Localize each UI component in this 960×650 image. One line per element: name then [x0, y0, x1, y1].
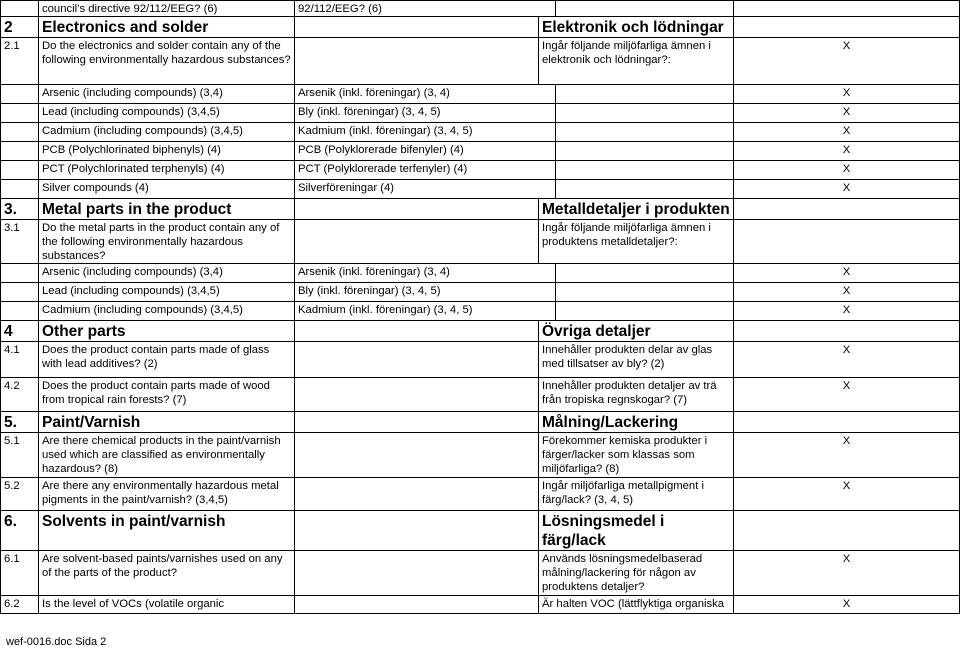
row-number: 2: [1, 17, 39, 38]
question-row: [1, 596, 960, 614]
section-row: [1, 511, 960, 551]
answer-mark: X: [734, 104, 960, 123]
section-row: [1, 17, 960, 38]
question-row: [1, 38, 960, 85]
section-row: [1, 199, 960, 220]
section-row: [1, 412, 960, 433]
row-number: 5.2: [1, 478, 39, 511]
answer-mark: X: [734, 378, 960, 412]
swedish-text: Bly (inkl. föreningar) (3, 4, 5): [295, 283, 556, 302]
answer-mark: [734, 321, 960, 342]
swedish-text: Innehåller produkten delar av glas med tillsatser av bly? (2): [539, 342, 734, 378]
english-text: Electronics and solder: [39, 17, 295, 38]
swedish-text: Arsenik (inkl. föreningar) (3, 4): [295, 85, 556, 104]
spacer: [295, 199, 539, 220]
row-number: [1, 142, 39, 161]
english-text: Solvents in paint/varnish: [39, 511, 295, 551]
question-row: [1, 478, 960, 511]
english-text: Metal parts in the product: [39, 199, 295, 220]
english-text: Paint/Varnish: [39, 412, 295, 433]
swedish-text: 92/112/EEG? (6): [295, 1, 556, 17]
swedish-text: PCT (Polyklorerade terfenyler) (4): [295, 161, 556, 180]
swedish-text: Används lösningsmedelbaserad målning/lackering för någon av produktens detaljer?: [539, 551, 734, 596]
item-row: [1, 142, 960, 161]
row-number: [1, 302, 39, 321]
swedish-text: Målning/Lackering: [539, 412, 734, 433]
english-text: Cadmium (including compounds) (3,4,5): [39, 123, 295, 142]
row-number: 4: [1, 321, 39, 342]
english-text: Does the product contain parts made of glass with lead additives? (2): [39, 342, 295, 378]
english-text: Are there chemical products in the paint/varnish used which are classified as environmentally hazardous? (8): [39, 433, 295, 478]
row-number: [1, 104, 39, 123]
plain-row: [1, 1, 960, 17]
english-text: Arsenic (including compounds) (3,4): [39, 264, 295, 283]
answer-mark: X: [734, 551, 960, 596]
swedish-text: Ingår miljöfarliga metallpigment i färg/lack? (3, 4, 5): [539, 478, 734, 511]
spacer: [556, 180, 734, 199]
row-number: [1, 161, 39, 180]
english-text: Do the metal parts in the product contain any of the following environmentally hazardous substances?: [39, 220, 295, 264]
row-number: 2.1: [1, 38, 39, 85]
spacer: [556, 123, 734, 142]
english-text: Are solvent-based paints/varnishes used on any of the parts of the product?: [39, 551, 295, 596]
answer-mark: X: [734, 264, 960, 283]
row-number: [1, 283, 39, 302]
english-text: PCT (Polychlorinated terphenyls) (4): [39, 161, 295, 180]
spacer: [295, 378, 539, 412]
answer-mark: [734, 412, 960, 433]
spacer: [295, 511, 539, 551]
swedish-text: Metalldetaljer i produkten: [539, 199, 734, 220]
swedish-text: Arsenik (inkl. föreningar) (3, 4): [295, 264, 556, 283]
swedish-text: Silverföreningar (4): [295, 180, 556, 199]
row-number: 6.1: [1, 551, 39, 596]
questionnaire-body: [1, 1, 960, 614]
item-row: [1, 283, 960, 302]
english-text: Other parts: [39, 321, 295, 342]
answer-mark: X: [734, 478, 960, 511]
answer-mark: [734, 511, 960, 551]
row-number: 6.: [1, 511, 39, 551]
row-number: [1, 85, 39, 104]
question-row: [1, 433, 960, 478]
answer-mark: [734, 1, 960, 17]
swedish-text: Kadmium (inkl. föreningar) (3, 4, 5): [295, 302, 556, 321]
english-text: Lead (including compounds) (3,4,5): [39, 104, 295, 123]
answer-mark: X: [734, 180, 960, 199]
item-row: [1, 123, 960, 142]
swedish-text: Ingår följande miljöfarliga ämnen i elektronik och lödningar?:: [539, 38, 734, 85]
section-row: [1, 321, 960, 342]
spacer: [295, 38, 539, 85]
answer-mark: X: [734, 123, 960, 142]
row-number: [1, 264, 39, 283]
spacer: [295, 478, 539, 511]
spacer: [295, 551, 539, 596]
swedish-text: Övriga detaljer: [539, 321, 734, 342]
question-row: [1, 551, 960, 596]
swedish-text: Innehåller produkten detaljer av trä från tropiska regnskogar? (7): [539, 378, 734, 412]
answer-mark: X: [734, 85, 960, 104]
swedish-text: PCB (Polyklorerade bifenyler) (4): [295, 142, 556, 161]
english-text: PCB (Polychlorinated biphenyls) (4): [39, 142, 295, 161]
answer-mark: X: [734, 142, 960, 161]
spacer: [556, 161, 734, 180]
item-row: [1, 104, 960, 123]
spacer: [295, 17, 539, 38]
row-number: [1, 180, 39, 199]
answer-mark: [734, 199, 960, 220]
row-number: 3.1: [1, 220, 39, 264]
english-text: Arsenic (including compounds) (3,4): [39, 85, 295, 104]
english-text: Are there any environmentally hazardous metal pigments in the paint/varnish? (3,4,5): [39, 478, 295, 511]
spacer: [556, 104, 734, 123]
english-text: council’s directive 92/112/EEG? (6): [39, 1, 295, 17]
question-row: [1, 342, 960, 378]
english-text: Lead (including compounds) (3,4,5): [39, 283, 295, 302]
question-row: [1, 220, 960, 264]
answer-mark: X: [734, 433, 960, 478]
answer-mark: X: [734, 38, 960, 85]
english-text: Silver compounds (4): [39, 180, 295, 199]
row-number: 4.1: [1, 342, 39, 378]
item-row: [1, 161, 960, 180]
answer-mark: X: [734, 302, 960, 321]
row-number: 4.2: [1, 378, 39, 412]
row-number: 5.1: [1, 433, 39, 478]
swedish-text: Är halten VOC (lättflyktiga organiska: [539, 596, 734, 614]
spacer: [295, 433, 539, 478]
spacer: [556, 1, 734, 17]
item-row: [1, 264, 960, 283]
answer-mark: X: [734, 596, 960, 614]
answer-mark: X: [734, 283, 960, 302]
row-number: 5.: [1, 412, 39, 433]
page-footer: wef-0016.doc Sida 2: [6, 636, 107, 648]
item-row: [1, 180, 960, 199]
swedish-text: Lösningsmedel i färg/lack: [539, 511, 734, 551]
answer-mark: [734, 17, 960, 38]
spacer: [295, 220, 539, 264]
item-row: [1, 302, 960, 321]
spacer: [295, 596, 539, 614]
swedish-text: Förekommer kemiska produkter i färger/lacker som klassas som miljöfarliga? (8): [539, 433, 734, 478]
english-text: Cadmium (including compounds) (3,4,5): [39, 302, 295, 321]
spacer: [556, 142, 734, 161]
answer-mark: X: [734, 161, 960, 180]
row-number: [1, 123, 39, 142]
swedish-text: Ingår följande miljöfarliga ämnen i produktens metalldetaljer?:: [539, 220, 734, 264]
row-number: 3.: [1, 199, 39, 220]
spacer: [556, 283, 734, 302]
spacer: [556, 85, 734, 104]
spacer: [295, 412, 539, 433]
swedish-text: Elektronik och lödningar: [539, 17, 734, 38]
spacer: [295, 321, 539, 342]
question-row: [1, 378, 960, 412]
english-text: Do the electronics and solder contain any of the following environmentally hazardous substances?: [39, 38, 295, 85]
english-text: Does the product contain parts made of wood from tropical rain forests? (7): [39, 378, 295, 412]
answer-mark: X: [734, 342, 960, 378]
spacer: [556, 302, 734, 321]
swedish-text: Kadmium (inkl. föreningar) (3, 4, 5): [295, 123, 556, 142]
row-number: 6.2: [1, 596, 39, 614]
item-row: [1, 85, 960, 104]
answer-mark: [734, 220, 960, 264]
swedish-text: Bly (inkl. föreningar) (3, 4, 5): [295, 104, 556, 123]
spacer: [295, 342, 539, 378]
english-text: Is the level of VOCs (volatile organic: [39, 596, 295, 614]
spacer: [556, 264, 734, 283]
row-number: [1, 1, 39, 17]
